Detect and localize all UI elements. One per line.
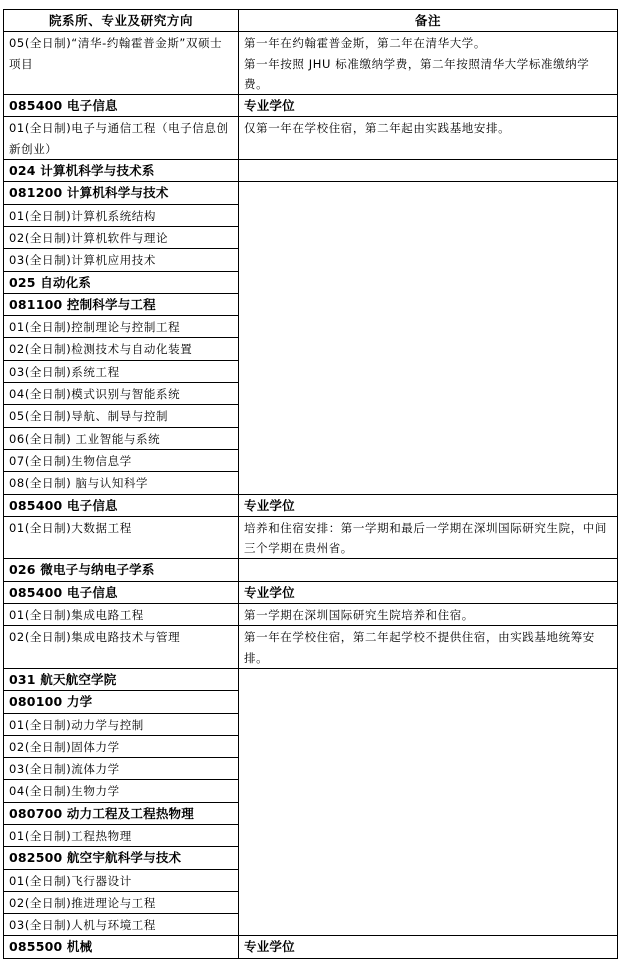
note-cell xyxy=(239,668,618,936)
major-cell: 085400 电子信息 xyxy=(4,95,239,117)
note-cell: 专业学位 xyxy=(239,494,618,516)
table-row xyxy=(4,581,618,603)
direction-cell: 02(全日制)计算机软件与理论 xyxy=(4,226,239,248)
table-row xyxy=(4,936,618,958)
direction-cell: 01(全日制)工程热物理 xyxy=(4,824,239,846)
department-cell: 024 计算机科学与技术系 xyxy=(4,160,239,182)
major-cell: 085400 电子信息 xyxy=(4,581,239,603)
direction-cell: 03(全日制)人机与环境工程 xyxy=(4,914,239,936)
program-table xyxy=(3,9,618,959)
note-cell xyxy=(239,182,618,494)
direction-cell: 01(全日制)计算机系统结构 xyxy=(4,204,239,226)
major-cell: 082500 航空宇航科学与技术 xyxy=(4,847,239,869)
direction-cell: 07(全日制)生物信息学 xyxy=(4,449,239,471)
table-row xyxy=(4,182,618,204)
header-row xyxy=(4,10,618,32)
direction-cell: 01(全日制)集成电路工程 xyxy=(4,604,239,626)
major-cell: 085500 机械 xyxy=(4,936,239,958)
department-cell: 025 自动化系 xyxy=(4,271,239,293)
table-row xyxy=(4,494,618,516)
table-row xyxy=(4,160,618,182)
direction-cell: 03(全日制)流体力学 xyxy=(4,758,239,780)
table-row xyxy=(4,32,618,95)
direction-cell: 02(全日制)推进理论与工程 xyxy=(4,891,239,913)
note-cell: 专业学位 xyxy=(239,581,618,603)
major-cell: 085400 电子信息 xyxy=(4,494,239,516)
header-notes: 备注 xyxy=(239,10,618,32)
note-cell: 培养和住宿安排：第一学期和最后一学期在深圳国际研究生院，中间三个学期在贵州省。 xyxy=(239,516,618,559)
table-row xyxy=(4,626,618,669)
note-cell: 第一年在学校住宿，第二年起学校不提供住宿，由实践基地统筹安排。 xyxy=(239,626,618,669)
direction-cell: 01(全日制)电子与通信工程（电子信息创新创业） xyxy=(4,117,239,160)
direction-cell: 04(全日制)模式识别与智能系统 xyxy=(4,383,239,405)
direction-cell: 01(全日制)控制理论与控制工程 xyxy=(4,316,239,338)
table-row xyxy=(4,95,618,117)
direction-cell: 05(全日制)导航、制导与控制 xyxy=(4,405,239,427)
major-cell: 080700 动力工程及工程热物理 xyxy=(4,802,239,824)
direction-cell: 04(全日制)生物力学 xyxy=(4,780,239,802)
note-cell: 专业学位 xyxy=(239,936,618,958)
table-row xyxy=(4,604,618,626)
note-cell: 第一学期在深圳国际研究生院培养和住宿。 xyxy=(239,604,618,626)
direction-cell: 02(全日制)检测技术与自动化装置 xyxy=(4,338,239,360)
direction-cell: 02(全日制)固体力学 xyxy=(4,735,239,757)
direction-cell: 08(全日制) 脑与认知科学 xyxy=(4,472,239,494)
direction-cell: 05(全日制)“清华-约翰霍普金斯”双硕士项目 xyxy=(4,32,239,95)
direction-cell: 03(全日制)系统工程 xyxy=(4,360,239,382)
note-cell xyxy=(239,160,618,182)
major-cell: 080100 力学 xyxy=(4,691,239,713)
department-cell: 026 微电子与纳电子学系 xyxy=(4,559,239,581)
direction-cell: 01(全日制)大数据工程 xyxy=(4,516,239,559)
direction-cell: 03(全日制)计算机应用技术 xyxy=(4,249,239,271)
note-cell: 专业学位 xyxy=(239,95,618,117)
major-cell: 081100 控制科学与工程 xyxy=(4,293,239,315)
table-row xyxy=(4,668,618,690)
direction-cell: 01(全日制)动力学与控制 xyxy=(4,713,239,735)
note-cell xyxy=(239,559,618,581)
direction-cell: 02(全日制)集成电路技术与管理 xyxy=(4,626,239,669)
major-cell: 081200 计算机科学与技术 xyxy=(4,182,239,204)
table-body xyxy=(4,32,618,958)
direction-cell: 01(全日制)飞行器设计 xyxy=(4,869,239,891)
note-cell: 第一年在约翰霍普金斯，第二年在清华大学。 第一年按照 JHU 标准缴纳学费，第二年按照清华大学标准缴纳学费。 xyxy=(239,32,618,95)
table-row xyxy=(4,559,618,581)
table-row xyxy=(4,516,618,559)
department-cell: 031 航天航空学院 xyxy=(4,668,239,690)
note-cell: 仅第一年在学校住宿，第二年起由实践基地安排。 xyxy=(239,117,618,160)
header-program: 院系所、专业及研究方向 xyxy=(4,10,239,32)
direction-cell: 06(全日制) 工业智能与系统 xyxy=(4,427,239,449)
table-row xyxy=(4,117,618,160)
